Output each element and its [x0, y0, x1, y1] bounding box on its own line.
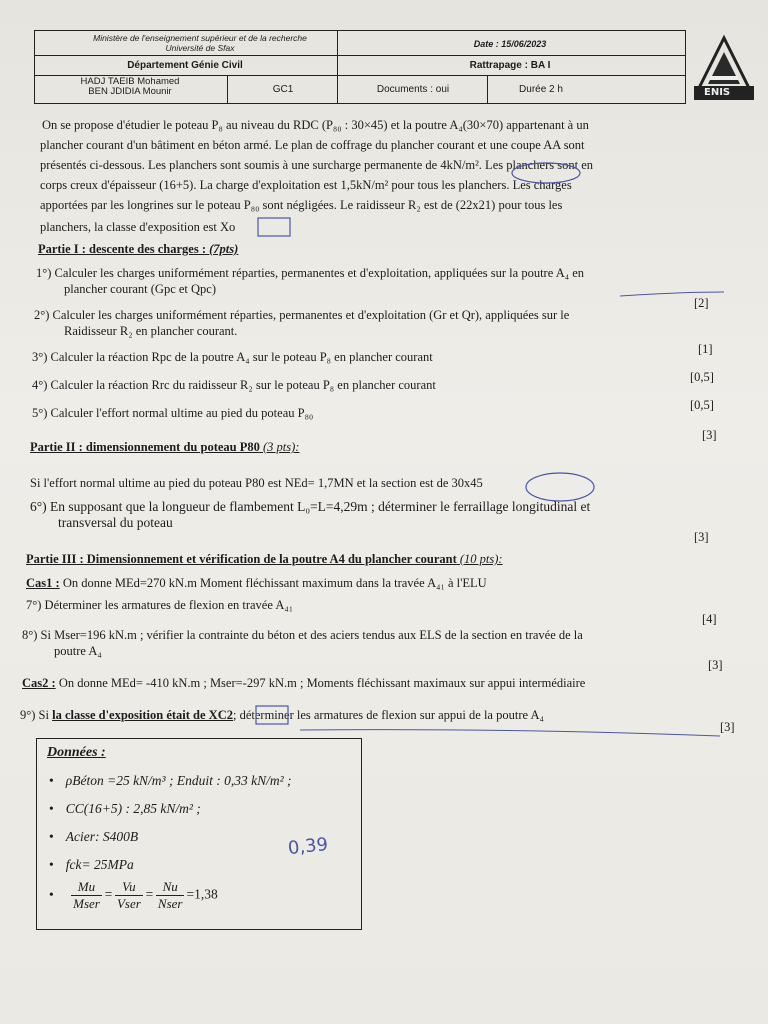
q8-line-2: poutre A₄ — [54, 644, 102, 658]
data-item-density: • ρBéton =25 kN/m³ ; Enduit : 0,33 kN/m² ; — [49, 773, 292, 789]
q1-line-2: plancher courant (Gpc et Qpc) — [64, 282, 217, 296]
q2-line-2: Raidisseur R₂ en plancher courant. — [64, 324, 238, 338]
q1-mark: [2] — [694, 296, 709, 310]
q9-mark: [3] — [720, 720, 735, 734]
q5-mark: [3] — [702, 428, 717, 442]
q8-line-1: 8°) Si Mser=196 kN.m ; vérifier la contrainte du béton et des aciers tendus aux ELS de la section en travée de la — [22, 628, 583, 642]
exam-duration: Durée 2 h — [519, 84, 563, 95]
intro-line-4: corps creux d'épaisseur (16+5). La charge d'exploitation est 1,5kN/m² pour tous les planchers. Les charges — [40, 178, 572, 192]
part3-title: Partie III : Dimensionnement et vérification de la poutre A4 du plancher courant (10 pts): — [26, 552, 503, 566]
q7-mark: [4] — [702, 612, 717, 626]
intro-line-3: présentés ci-dessous. Les planchers sont soumis à une surcharge permanente de 4kN/m². Les planchers sont en — [40, 158, 594, 172]
intro-line-1: On se propose d'étudier le poteau P₈ au niveau du RDC (P₈₀ : 30×45) et la poutre A₄(30×70) appartenant à un — [42, 118, 589, 132]
q2-mark: [1] — [698, 342, 713, 356]
part1-title: Partie I : descente des charges : (7pts) — [38, 242, 239, 256]
documents-allowed: Documents : oui — [376, 84, 450, 95]
data-item-ratio: • $\frac{Mu}{\text{Mser}}$ = $\frac{Vu}{\text{Vser}}$ = $\frac{Nu}{\text{Nser}}$ =1,38 — [49, 879, 218, 912]
exam-session: Rattrapage : BA I — [469, 60, 551, 71]
cas2-line: Cas2 : On donne MEd= -410 kN.m ; Mser=-297 kN.m ; Moments fléchissant maximaux sur appui intermédiaire — [22, 676, 586, 690]
class-code: GC1 — [272, 84, 294, 95]
data-item-cc: • CC(16+5) : 2,85 kN/m² ; — [49, 801, 201, 817]
department: Département Génie Civil — [127, 60, 243, 71]
q1-line-1: 1°) Calculer les charges uniformément réparties, permanentes et d'exploitation, appliquées sur la poutre A₄ en — [36, 266, 585, 280]
intro-line-5: apportées par les longrines sur le poteau P₈₀ sont négligées. Le raidisseur R₂ est de (22x21) pour tous les — [40, 198, 563, 212]
intro-line-6: planchers, la classe d'exposition est Xo — [40, 220, 236, 234]
part2-title: Partie II : dimensionnement du poteau P80 (3 pts): — [30, 440, 300, 454]
cas1-line: Cas1 : On donne MEd=270 kN.m Moment fléchissant maximum dans la travée A₄₁ à l'ELU — [26, 576, 487, 590]
q4-mark: [0,5] — [690, 398, 714, 412]
data-item-fck: • fck= 25MPa — [49, 857, 134, 873]
q6-mark: [3] — [694, 530, 709, 544]
exam-date: Date : 15/06/2023 — [473, 39, 547, 49]
handwritten-note: 0,39 — [287, 833, 330, 860]
q7-text: 7°) Déterminer les armatures de flexion en travée A₄₁ — [26, 598, 294, 612]
q2-line-1: 2°) Calculer les charges uniformément réparties, permanentes et d'exploitation (Gr et Qr), appliquées sur le — [34, 308, 570, 322]
ministry-text: Ministère de l'enseignement supérieur et de la recherche Université de Sfax — [93, 33, 307, 53]
data-box-title: Données : — [47, 745, 106, 760]
data-item-steel: • Acier: S400B — [49, 829, 138, 845]
logo-text: ENIS — [704, 87, 731, 98]
q9-text: 9°) Si la classe d'exposition était de XC2; déterminer les armatures de flexion sur appui de la poutre A₄ — [20, 708, 544, 722]
q4-text: 4°) Calculer la réaction Rrc du raidisseur R₂ sur le poteau P₈ en plancher courant — [32, 378, 436, 392]
q6-line-1: 6°) En supposant que la longueur de flambement L₀=L=4,29m ; déterminer le ferraillage longitudinal et — [30, 499, 591, 514]
teachers: HADJ TAEIB Mohamed BEN JDIDIA Mounir — [80, 77, 180, 97]
q3-mark: [0,5] — [690, 370, 714, 384]
q5-text: 5°) Calculer l'effort normal ultime au pied du poteau P₈₀ — [32, 406, 314, 420]
q3-text: 3°) Calculer la réaction Rpc de la poutre A₄ sur le poteau P₈ en plancher courant — [32, 350, 433, 364]
q8-mark: [3] — [708, 658, 723, 672]
part2-given: Si l'effort normal ultime au pied du poteau P80 est NEd= 1,7MN et la section est de 30x45 — [30, 476, 483, 490]
intro-line-2: plancher courant d'un bâtiment en béton armé. Le plan de coffrage du plancher courant et une coupe AA sont — [40, 138, 585, 152]
q6-line-2: transversal du poteau — [58, 515, 173, 530]
